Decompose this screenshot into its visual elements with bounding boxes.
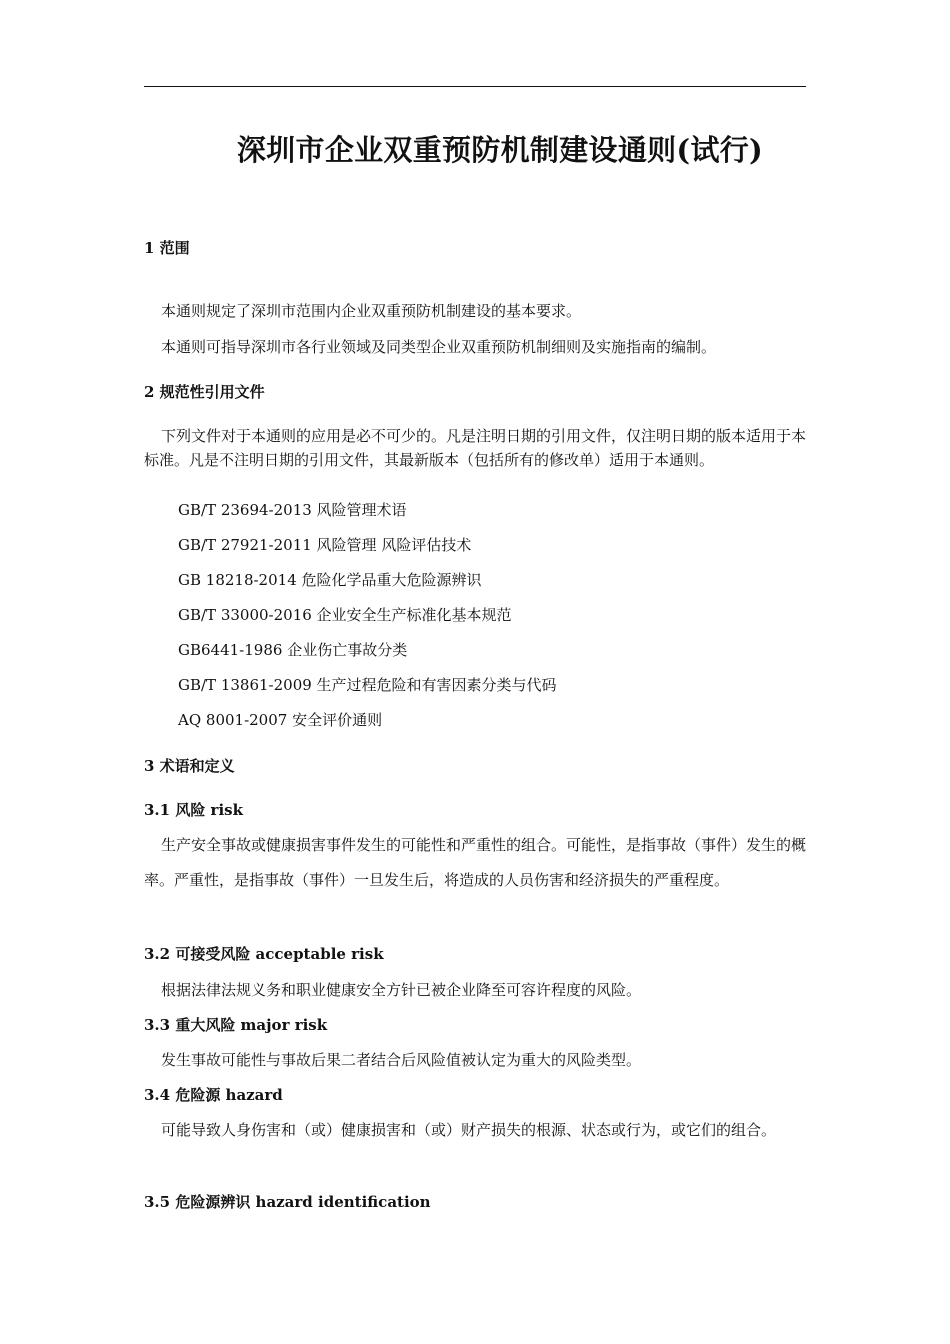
- term-3-5-heading: 3.5 危险源辨识 hazard identification: [144, 1193, 431, 1211]
- header-rule: [144, 86, 806, 87]
- term-3-2-text: 根据法律法规义务和职业健康安全方针已被企业降至可容许程度的风险。: [161, 981, 642, 999]
- term-3-4-text: 可能导致人身伤害和（或）健康损害和（或）财产损失的根源、状态或行为，或它们的组合。: [161, 1121, 777, 1139]
- reference-item: GB/T 27921-2011 风险管理 风险评估技术: [178, 536, 472, 554]
- section-2-intro: 下列文件对于本通则的应用是必不可少的。凡是注明日期的引用文件，仅注明日期的版本适用于本标准。凡是不注明日期的引用文件，其最新版本（包括所有的修改单）适用于本通则。: [144, 427, 807, 469]
- term-3-3-heading: 3.3 重大风险 major risk: [144, 1016, 328, 1034]
- reference-item: GB6441-1986 企业伤亡事故分类: [178, 641, 408, 659]
- section-1-heading: 1 范围: [144, 239, 190, 257]
- term-3-1-text: 生产安全事故或健康损害事件发生的可能性和严重性的组合。可能性，是指事故（事件）发生的概率。严重性，是指事故（事件）一旦发生后，将造成的人员伤害和经济损失的严重程度。: [144, 836, 807, 889]
- section-1-para-1: 本通则规定了深圳市范围内企业双重预防机制建设的基本要求。: [161, 302, 582, 320]
- reference-item: GB/T 23694-2013 风险管理术语: [178, 501, 407, 519]
- term-3-3-text: 发生事故可能性与事故后果二者结合后风险值被认定为重大的风险类型。: [161, 1051, 642, 1069]
- reference-item: AQ 8001-2007 安全评价通则: [178, 711, 383, 729]
- section-1-para-2: 本通则可指导深圳市各行业领域及同类型企业双重预防机制细则及实施指南的编制。: [161, 338, 717, 356]
- reference-item: GB/T 33000-2016 企业安全生产标准化基本规范: [178, 606, 512, 624]
- term-3-4-heading: 3.4 危险源 hazard: [144, 1086, 283, 1104]
- reference-item: GB/T 13861-2009 生产过程危险和有害因素分类与代码: [178, 676, 557, 694]
- reference-item: GB 18218-2014 危险化学品重大危险源辨识: [178, 571, 482, 589]
- section-3-heading: 3 术语和定义: [144, 757, 235, 775]
- section-2-heading: 2 规范性引用文件: [144, 383, 265, 401]
- term-3-1-heading: 3.1 风险 risk: [144, 801, 243, 819]
- document-title: 深圳市企业双重预防机制建设通则(试行): [236, 133, 764, 167]
- term-3-2-heading: 3.2 可接受风险 acceptable risk: [144, 945, 384, 963]
